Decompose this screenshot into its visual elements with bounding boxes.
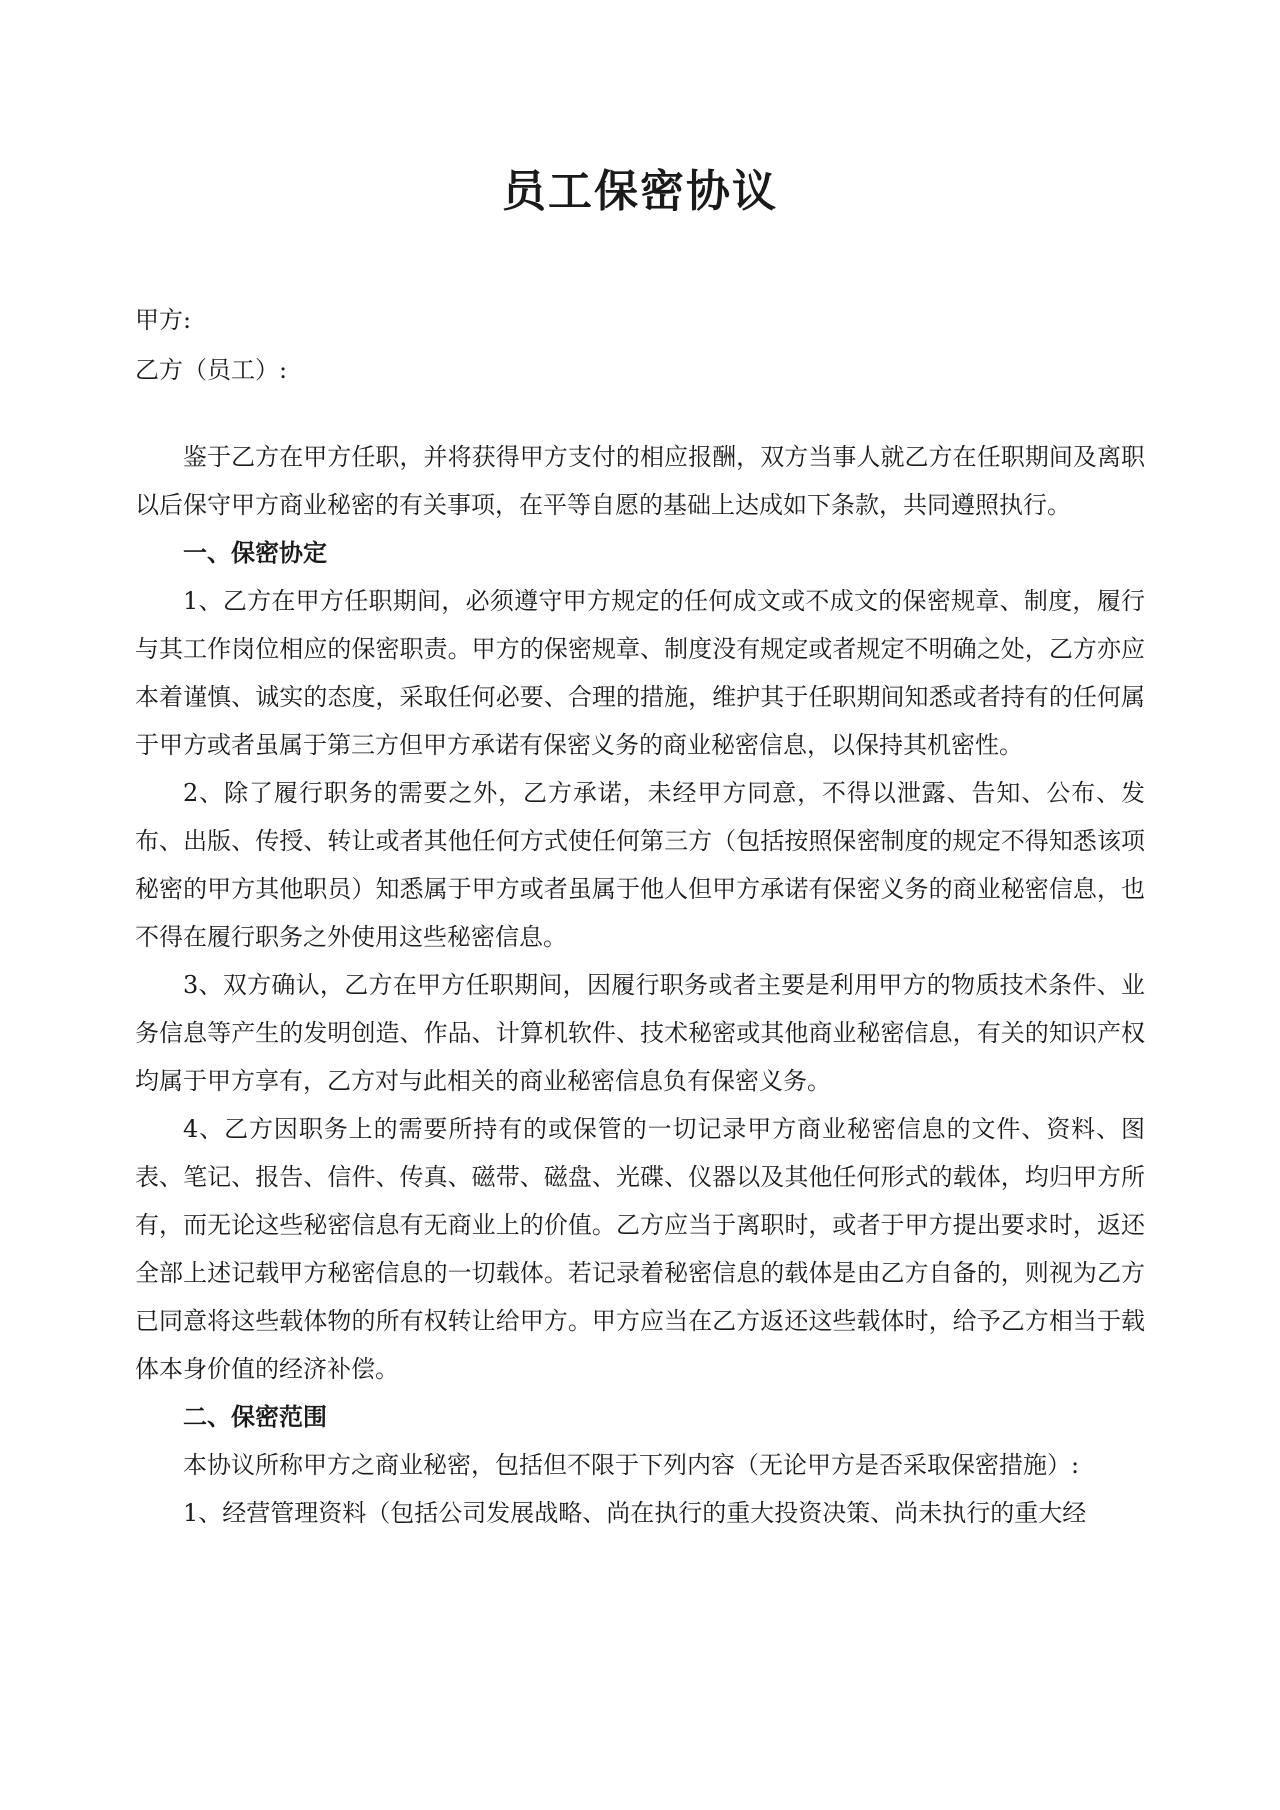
document-body bbox=[135, 433, 1145, 1537]
parties-block bbox=[135, 295, 287, 395]
clause-paragraph: 2、除了履行职务的需要之外，乙方承诺，未经甲方同意，不得以泄露、告知、公布、发布、出版、传授、转让或者其他任何方式使任何第三方（包括按照保密制度的规定不得知悉该项秘密的甲方其他职员）知悉属于甲方或者虽属于他人但甲方承诺有保密义务的商业秘密信息，也不得在履行职务之外使用这些秘密信息。 bbox=[135, 779, 1145, 951]
clause-paragraph: 4、乙方因职务上的需要所持有的或保管的一切记录甲方商业秘密信息的文件、资料、图表、笔记、报告、信件、传真、磁带、磁盘、光碟、仪器以及其他任何形式的载体，均归甲方所有，而无论这些秘密信息有无商业上的价值。乙方应当于离职时，或者于甲方提出要求时，返还全部上述记载甲方秘密信息的一切载体。若记录着秘密信息的载体是由乙方自备的，则视为乙方已同意将这些载体物的所有权转让给甲方。甲方应当在乙方返还这些载体时，给予乙方相当于载体本身价值的经济补偿。 bbox=[135, 1115, 1145, 1383]
scope-intro-paragraph: 本协议所称甲方之商业秘密，包括但不限于下列内容（无论甲方是否采取保密措施）: bbox=[183, 1451, 1080, 1479]
document-title: 员工保密协议 bbox=[502, 166, 778, 217]
scope-item-paragraph: 1、经营管理资料（包括公司发展战略、尚在执行的重大投资决策、尚未执行的重大经 bbox=[183, 1499, 1087, 1527]
party-b-label: 乙方（员工）: bbox=[135, 356, 288, 384]
section-heading-confidentiality-agreement: 一、保密协定 bbox=[183, 538, 327, 567]
clause-paragraph: 1、乙方在甲方任职期间，必须遵守甲方规定的任何成文或不成文的保密规章、制度，履行与其工作岗位相应的保密职责。甲方的保密规章、制度没有规定或者规定不明确之处，乙方亦应本着谨慎、诚实的态度，采取任何必要、合理的措施，维护其于任职期间知悉或者持有的任何属于甲方或者虽属于第三方但甲方承诺有保密义务的商业秘密信息，以保持其机密性。 bbox=[135, 587, 1145, 759]
party-a-label: 甲方: bbox=[135, 306, 192, 334]
section-heading-confidentiality-scope: 二、保密范围 bbox=[183, 1402, 327, 1431]
preamble-paragraph: 鉴于乙方在甲方任职，并将获得甲方支付的相应报酬，双方当事人就乙方在任职期间及离职以后保守甲方商业秘密的有关事项，在平等自愿的基础上达成如下条款，共同遵照执行。 bbox=[135, 443, 1145, 519]
clause-paragraph: 3、双方确认，乙方在甲方任职期间，因履行职务或者主要是利用甲方的物质技术条件、业务信息等产生的发明创造、作品、计算机软件、技术秘密或其他商业秘密信息，有关的知识产权均属于甲方享有，乙方对与此相关的商业秘密信息负有保密义务。 bbox=[135, 971, 1145, 1095]
